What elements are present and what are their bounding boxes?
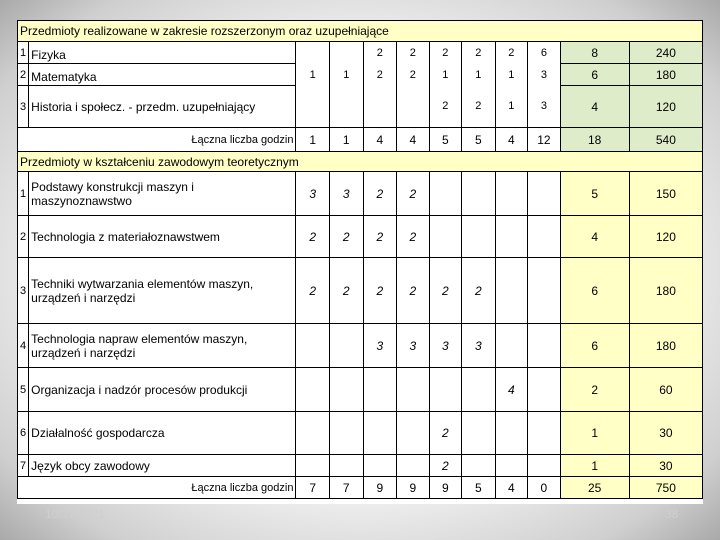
- hours-cell: 3: [363, 324, 397, 368]
- hours-total-cell: 30: [629, 455, 702, 477]
- curriculum-table: [17, 20, 703, 499]
- row-number: 2: [18, 64, 29, 86]
- hours-cell: [363, 412, 397, 455]
- total-cell: 4: [560, 216, 629, 258]
- hours-cell: 2: [363, 216, 397, 258]
- sum-total-cell: 18: [560, 128, 629, 152]
- table-row: [18, 64, 703, 86]
- hours-cell: 3: [462, 324, 496, 368]
- subject-name: Techniki wytwarzania elementów maszyn, urządzeń i narzędzi: [29, 258, 296, 324]
- hours-cell: [462, 412, 496, 455]
- hours-cell: [495, 412, 528, 455]
- hours-cell: 2: [462, 258, 496, 324]
- hours-cell: 3: [429, 324, 462, 368]
- total-cell: 4: [560, 86, 629, 128]
- hours-cell: [363, 455, 397, 477]
- hours-cell: 1: [495, 64, 528, 86]
- hours-cell: [296, 86, 330, 128]
- table-row: [18, 86, 703, 128]
- hours-cell: 3: [329, 172, 363, 216]
- sum-cell: 1: [329, 128, 363, 152]
- total-cell: 8: [560, 42, 629, 64]
- subject-name: Język obcy zawodowy: [29, 455, 296, 477]
- table-row: [18, 324, 703, 368]
- hours-cell: [462, 368, 496, 412]
- hours-cell: [397, 86, 430, 128]
- hours-cell: [329, 412, 363, 455]
- hours-cell: 1: [296, 64, 330, 86]
- hours-cell: 4: [495, 368, 528, 412]
- hours-cell: [329, 455, 363, 477]
- sum-cell: 4: [495, 477, 528, 499]
- hours-cell: 2: [397, 258, 430, 324]
- subject-name: Historia i społecz. - przedm. uzupełniający: [29, 86, 296, 128]
- hours-total-cell: 180: [629, 64, 702, 86]
- hours-cell: [296, 412, 330, 455]
- table-row: [18, 455, 703, 477]
- hours-cell: 2: [363, 258, 397, 324]
- section2-title: Przedmioty w kształceniu zawodowym teoretycznym: [18, 152, 703, 172]
- sum-hours-cell: 750: [629, 477, 702, 499]
- hours-total-cell: 180: [629, 324, 702, 368]
- hours-cell: 1: [462, 64, 496, 86]
- sum-label: Łączna liczba godzin: [18, 128, 296, 152]
- total-cell: 6: [560, 324, 629, 368]
- total-cell: 2: [560, 368, 629, 412]
- hours-cell: 2: [296, 258, 330, 324]
- hours-cell: [528, 412, 561, 455]
- hours-cell: [528, 455, 561, 477]
- hours-cell: [329, 86, 363, 128]
- sum-cell: 4: [397, 128, 430, 152]
- hours-total-cell: 120: [629, 86, 702, 128]
- hours-cell: [397, 455, 430, 477]
- sum-cell: 0: [528, 477, 561, 499]
- hours-cell: 2: [397, 64, 430, 86]
- total-cell: 6: [560, 64, 629, 86]
- hours-cell: 2: [363, 42, 397, 64]
- hours-cell: 2: [397, 172, 430, 216]
- sum-cell: 9: [363, 477, 397, 499]
- hours-cell: 2: [296, 216, 330, 258]
- sum-total-cell: 25: [560, 477, 629, 499]
- hours-total-cell: 120: [629, 216, 702, 258]
- row-number: 6: [18, 412, 29, 455]
- sum-cell: 9: [397, 477, 430, 499]
- total-cell: 5: [560, 172, 629, 216]
- row-number: 7: [18, 455, 29, 477]
- sum-row: [18, 477, 703, 499]
- hours-total-cell: 240: [629, 42, 702, 64]
- hours-cell: 2: [397, 216, 430, 258]
- section1-title: Przedmioty realizowane w zakresie rozszerzonym oraz uzupełniające: [18, 21, 703, 42]
- hours-cell: [296, 42, 330, 64]
- table-row: [18, 172, 703, 216]
- section2-header-row: [18, 152, 703, 172]
- sum-cell: 9: [429, 477, 462, 499]
- hours-cell: 3: [296, 172, 330, 216]
- hours-cell: 2: [363, 64, 397, 86]
- sum-row: [18, 128, 703, 152]
- row-number: 3: [18, 258, 29, 324]
- hours-cell: [528, 216, 561, 258]
- subject-name: Podstawy konstrukcji maszyn i maszynoznawstwo: [29, 172, 296, 216]
- hours-cell: 2: [329, 216, 363, 258]
- hours-cell: 2: [397, 42, 430, 64]
- hours-cell: 2: [429, 258, 462, 324]
- hours-cell: [296, 324, 330, 368]
- hours-cell: [329, 42, 363, 64]
- hours-cell: [495, 455, 528, 477]
- subject-name: Technologia napraw elementów maszyn, urządzeń i narzędzi: [29, 324, 296, 368]
- hours-cell: 1: [429, 64, 462, 86]
- sum-cell: 1: [296, 128, 330, 152]
- subject-name: Matematyka: [29, 64, 296, 86]
- table-row: [18, 216, 703, 258]
- hours-total-cell: 60: [629, 368, 702, 412]
- hours-cell: 2: [429, 42, 462, 64]
- sum-cell: 5: [462, 477, 496, 499]
- sum-cell: 4: [363, 128, 397, 152]
- hours-cell: [363, 368, 397, 412]
- sum-cell: 12: [528, 128, 561, 152]
- table-row: [18, 412, 703, 455]
- sum-hours-cell: 540: [629, 128, 702, 152]
- hours-cell: 3: [397, 324, 430, 368]
- hours-cell: [528, 258, 561, 324]
- hours-cell: 2: [495, 42, 528, 64]
- hours-cell: [462, 172, 496, 216]
- hours-cell: [363, 86, 397, 128]
- hours-cell: 1: [495, 86, 528, 128]
- hours-cell: 2: [429, 412, 462, 455]
- curriculum-table-sheet: [17, 20, 703, 504]
- sum-cell: 5: [462, 128, 496, 152]
- subject-name: Działalność gospodarcza: [29, 412, 296, 455]
- sum-cell: 5: [429, 128, 462, 152]
- hours-cell: [429, 368, 462, 412]
- section1-header-row: [18, 21, 703, 42]
- row-number: 1: [18, 42, 29, 64]
- table-row: [18, 42, 703, 64]
- hours-cell: [429, 216, 462, 258]
- table-row: [18, 368, 703, 412]
- hours-cell: 6: [528, 42, 561, 64]
- hours-cell: [495, 172, 528, 216]
- hours-cell: [462, 455, 496, 477]
- row-number: 2: [18, 216, 29, 258]
- hours-cell: 1: [329, 64, 363, 86]
- hours-cell: [528, 172, 561, 216]
- hours-cell: [495, 258, 528, 324]
- sum-cell: 7: [296, 477, 330, 499]
- hours-cell: 2: [363, 172, 397, 216]
- hours-cell: [397, 412, 430, 455]
- hours-cell: [296, 455, 330, 477]
- hours-cell: 2: [462, 86, 496, 128]
- row-number: 5: [18, 368, 29, 412]
- hours-cell: 2: [429, 455, 462, 477]
- row-number: 4: [18, 324, 29, 368]
- hours-cell: [296, 368, 330, 412]
- sum-label: Łączna liczba godzin: [18, 477, 296, 499]
- hours-cell: [329, 324, 363, 368]
- total-cell: 1: [560, 412, 629, 455]
- table-row: [18, 258, 703, 324]
- subject-name: Fizyka: [29, 42, 296, 64]
- hours-cell: [528, 368, 561, 412]
- hours-cell: 2: [462, 42, 496, 64]
- hours-cell: 2: [429, 86, 462, 128]
- hours-cell: [495, 324, 528, 368]
- hours-cell: [329, 368, 363, 412]
- hours-total-cell: 30: [629, 412, 702, 455]
- hours-cell: [429, 172, 462, 216]
- total-cell: 6: [560, 258, 629, 324]
- hours-total-cell: 180: [629, 258, 702, 324]
- hours-cell: [528, 324, 561, 368]
- row-number: 1: [18, 172, 29, 216]
- sum-cell: 7: [329, 477, 363, 499]
- hours-total-cell: 150: [629, 172, 702, 216]
- total-cell: 1: [560, 455, 629, 477]
- hours-cell: 2: [329, 258, 363, 324]
- hours-cell: [397, 368, 430, 412]
- footer-page-number: 38: [665, 507, 679, 521]
- subject-name: Technologia z materiałoznawstwem: [29, 216, 296, 258]
- footer-date: 10/27/2021: [45, 507, 106, 521]
- hours-cell: 3: [528, 64, 561, 86]
- sum-cell: 4: [495, 128, 528, 152]
- hours-cell: 3: [528, 86, 561, 128]
- subject-name: Organizacja i nadzór procesów produkcji: [29, 368, 296, 412]
- row-number: 3: [18, 86, 29, 128]
- hours-cell: [462, 216, 496, 258]
- hours-cell: [495, 216, 528, 258]
